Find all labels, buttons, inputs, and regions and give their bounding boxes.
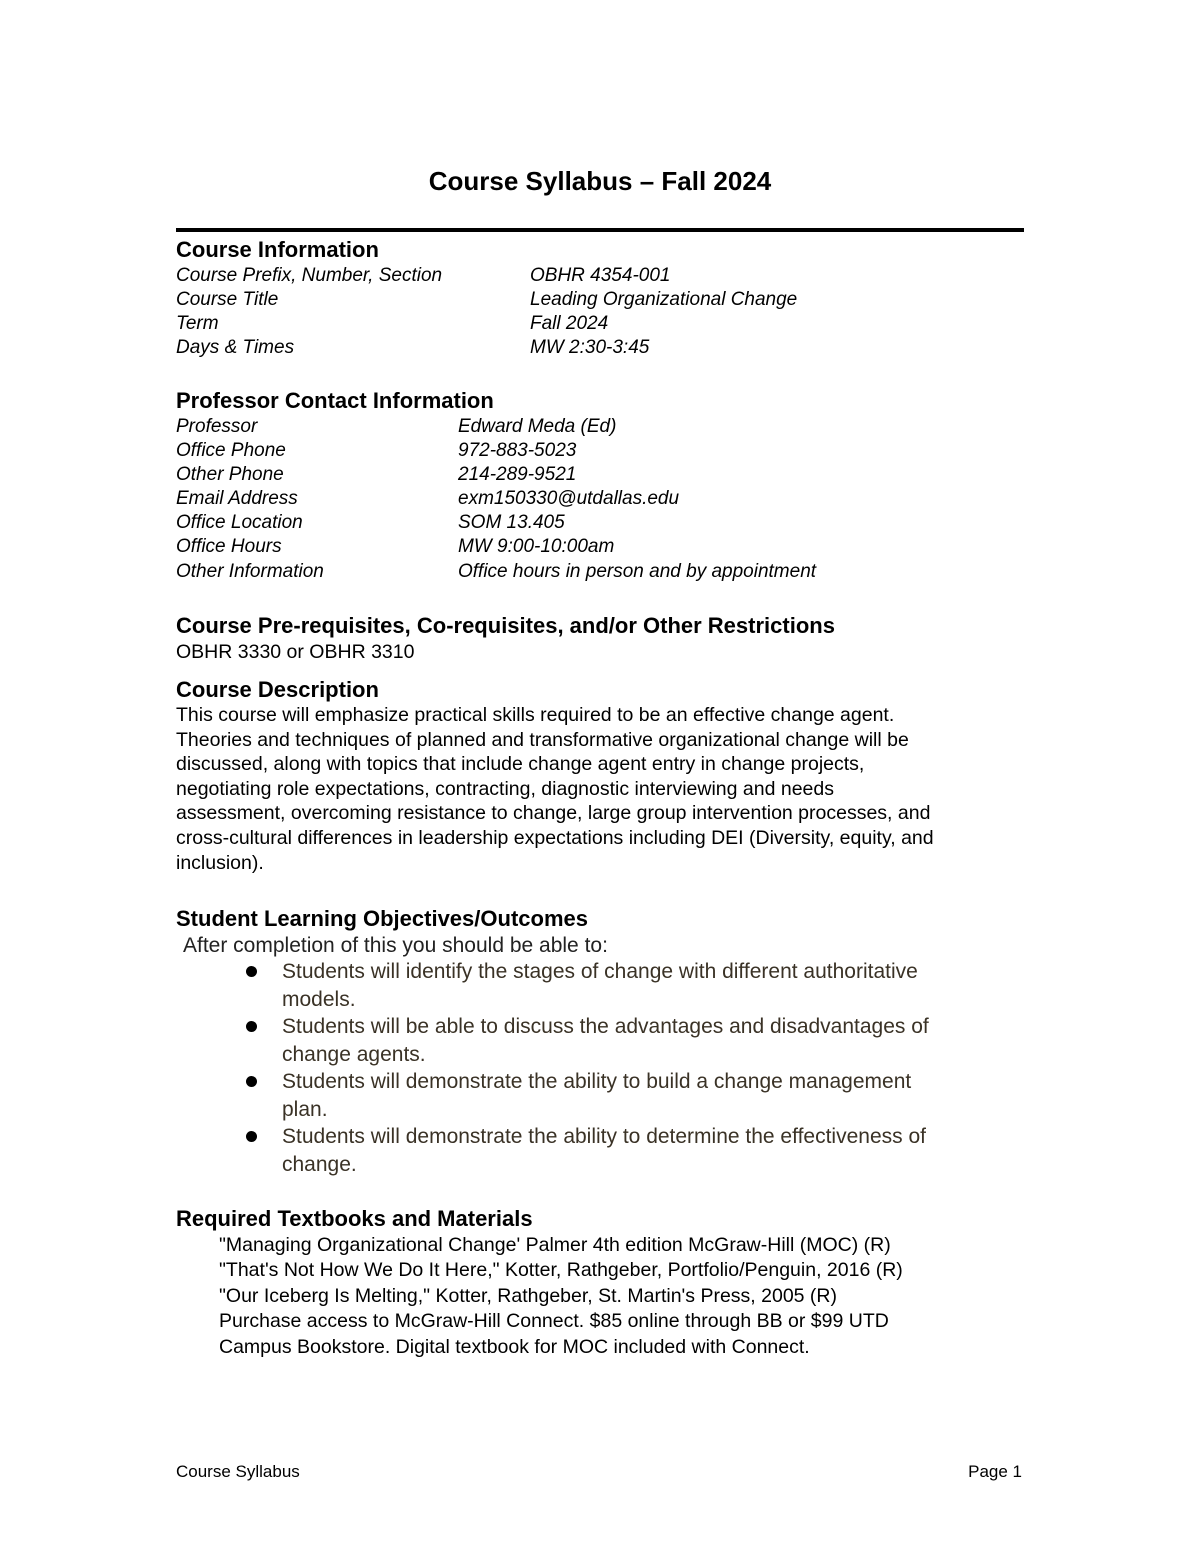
row-label: Office Phone [176,440,286,461]
textbooks-list [219,1233,903,1360]
row-value: Fall 2024 [530,313,609,334]
professor-heading: Professor Contact Information [176,388,494,413]
row-value: Leading Organizational Change [530,289,798,310]
list-item-line: Students will be able to discuss the advantages and disadvantages of [282,1015,929,1038]
row-label: Professor [176,416,258,437]
description-paragraph [176,703,1036,875]
row-value: Office hours in person and by appointment [458,561,817,582]
objectives-heading: Student Learning Objectives/Outcomes [176,906,588,931]
footer-left: Course Syllabus [176,1462,300,1481]
description-line: assessment, overcoming resistance to change, large group intervention processes, and [176,802,931,825]
description-line: inclusion). [176,851,264,874]
email-link[interactable]: exm150330@utdallas.edu [458,488,680,509]
row-label: Days & Times [176,337,295,358]
row-value: 214-289-9521 [458,464,577,485]
description-line: negotiating role expectations, contracting, diagnostic interviewing and needs [176,777,835,800]
bullet-icon [246,1131,257,1142]
prereq-heading: Course Pre-requisites, Co-requisites, and/or Other Restrictions [176,613,835,638]
list-item-line: Students will identify the stages of change with different authoritative [282,960,918,983]
description-line: Theories and techniques of planned and transformative organizational change will be [176,728,909,751]
row-value: 972-883-5023 [458,440,577,461]
row-value: OBHR 4354-001 [530,265,671,286]
objectives-intro: After completion of this you should be able to: [183,934,608,957]
row-label: Course Prefix, Number, Section [176,265,443,286]
bullet-icon [246,966,257,977]
row-label: Office Hours [176,536,282,557]
description-line: cross-cultural differences in leadership expectations including DEI (Diversity, equity, and [176,826,934,849]
row-label: Email Address [176,488,298,509]
list-item-line: models. [282,987,356,1011]
list-item-line: plan. [282,1097,328,1121]
textbook-line: "That's Not How We Do It Here," Kotter, Rathgeber, Portfolio/Penguin, 2016 (R) [219,1259,903,1282]
row-label: Term [176,313,219,334]
row-label: Course Title [176,289,279,310]
row-value: MW 2:30-3:45 [530,337,650,358]
row-value: SOM 13.405 [458,512,565,533]
description-heading: Course Description [176,677,379,702]
list-item-line: change agents. [282,1042,426,1066]
prereq-text: OBHR 3330 or OBHR 3310 [176,641,415,663]
list-item-line: Students will demonstrate the ability to determine the effectiveness of [282,1125,926,1148]
list-item [176,1123,1036,1178]
bullet-icon [246,1076,257,1087]
description-line: This course will emphasize practical skills required to be an effective change agent. [176,704,895,726]
textbook-line: Campus Bookstore. Digital textbook for MOC included with Connect. [219,1335,810,1358]
list-item [176,1013,1036,1068]
page-number: Page 1 [968,1462,1022,1481]
list-item-line: Students will demonstrate the ability to build a change management [282,1070,912,1093]
textbook-line: Purchase access to McGraw-Hill Connect. $85 online through BB or $99 UTD [219,1310,889,1333]
row-value: MW 9:00-10:00am [458,536,615,557]
textbook-line: "Our Iceberg Is Melting," Kotter, Rathgeber, St. Martin's Press, 2005 (R) [219,1284,837,1307]
description-line: discussed, along with topics that include change agent entry in change projects, [176,753,865,776]
title-divider [176,228,1024,232]
list-item [176,1068,1036,1123]
textbooks-heading: Required Textbooks and Materials [176,1206,533,1231]
row-label: Office Location [176,512,303,533]
row-value: Edward Meda (Ed) [458,416,617,437]
objectives-list [176,958,1036,1178]
list-item [176,958,1036,1013]
textbook-line: "Managing Organizational Change' Palmer 4th edition McGraw-Hill (MOC) (R) [219,1234,891,1256]
row-label: Other Phone [176,464,284,485]
page-title: Course Syllabus – Fall 2024 [428,166,772,196]
list-item-line: change. [282,1152,357,1176]
row-label: Other Information [176,561,324,582]
bullet-icon [246,1021,257,1032]
course-info-heading: Course Information [176,237,379,262]
